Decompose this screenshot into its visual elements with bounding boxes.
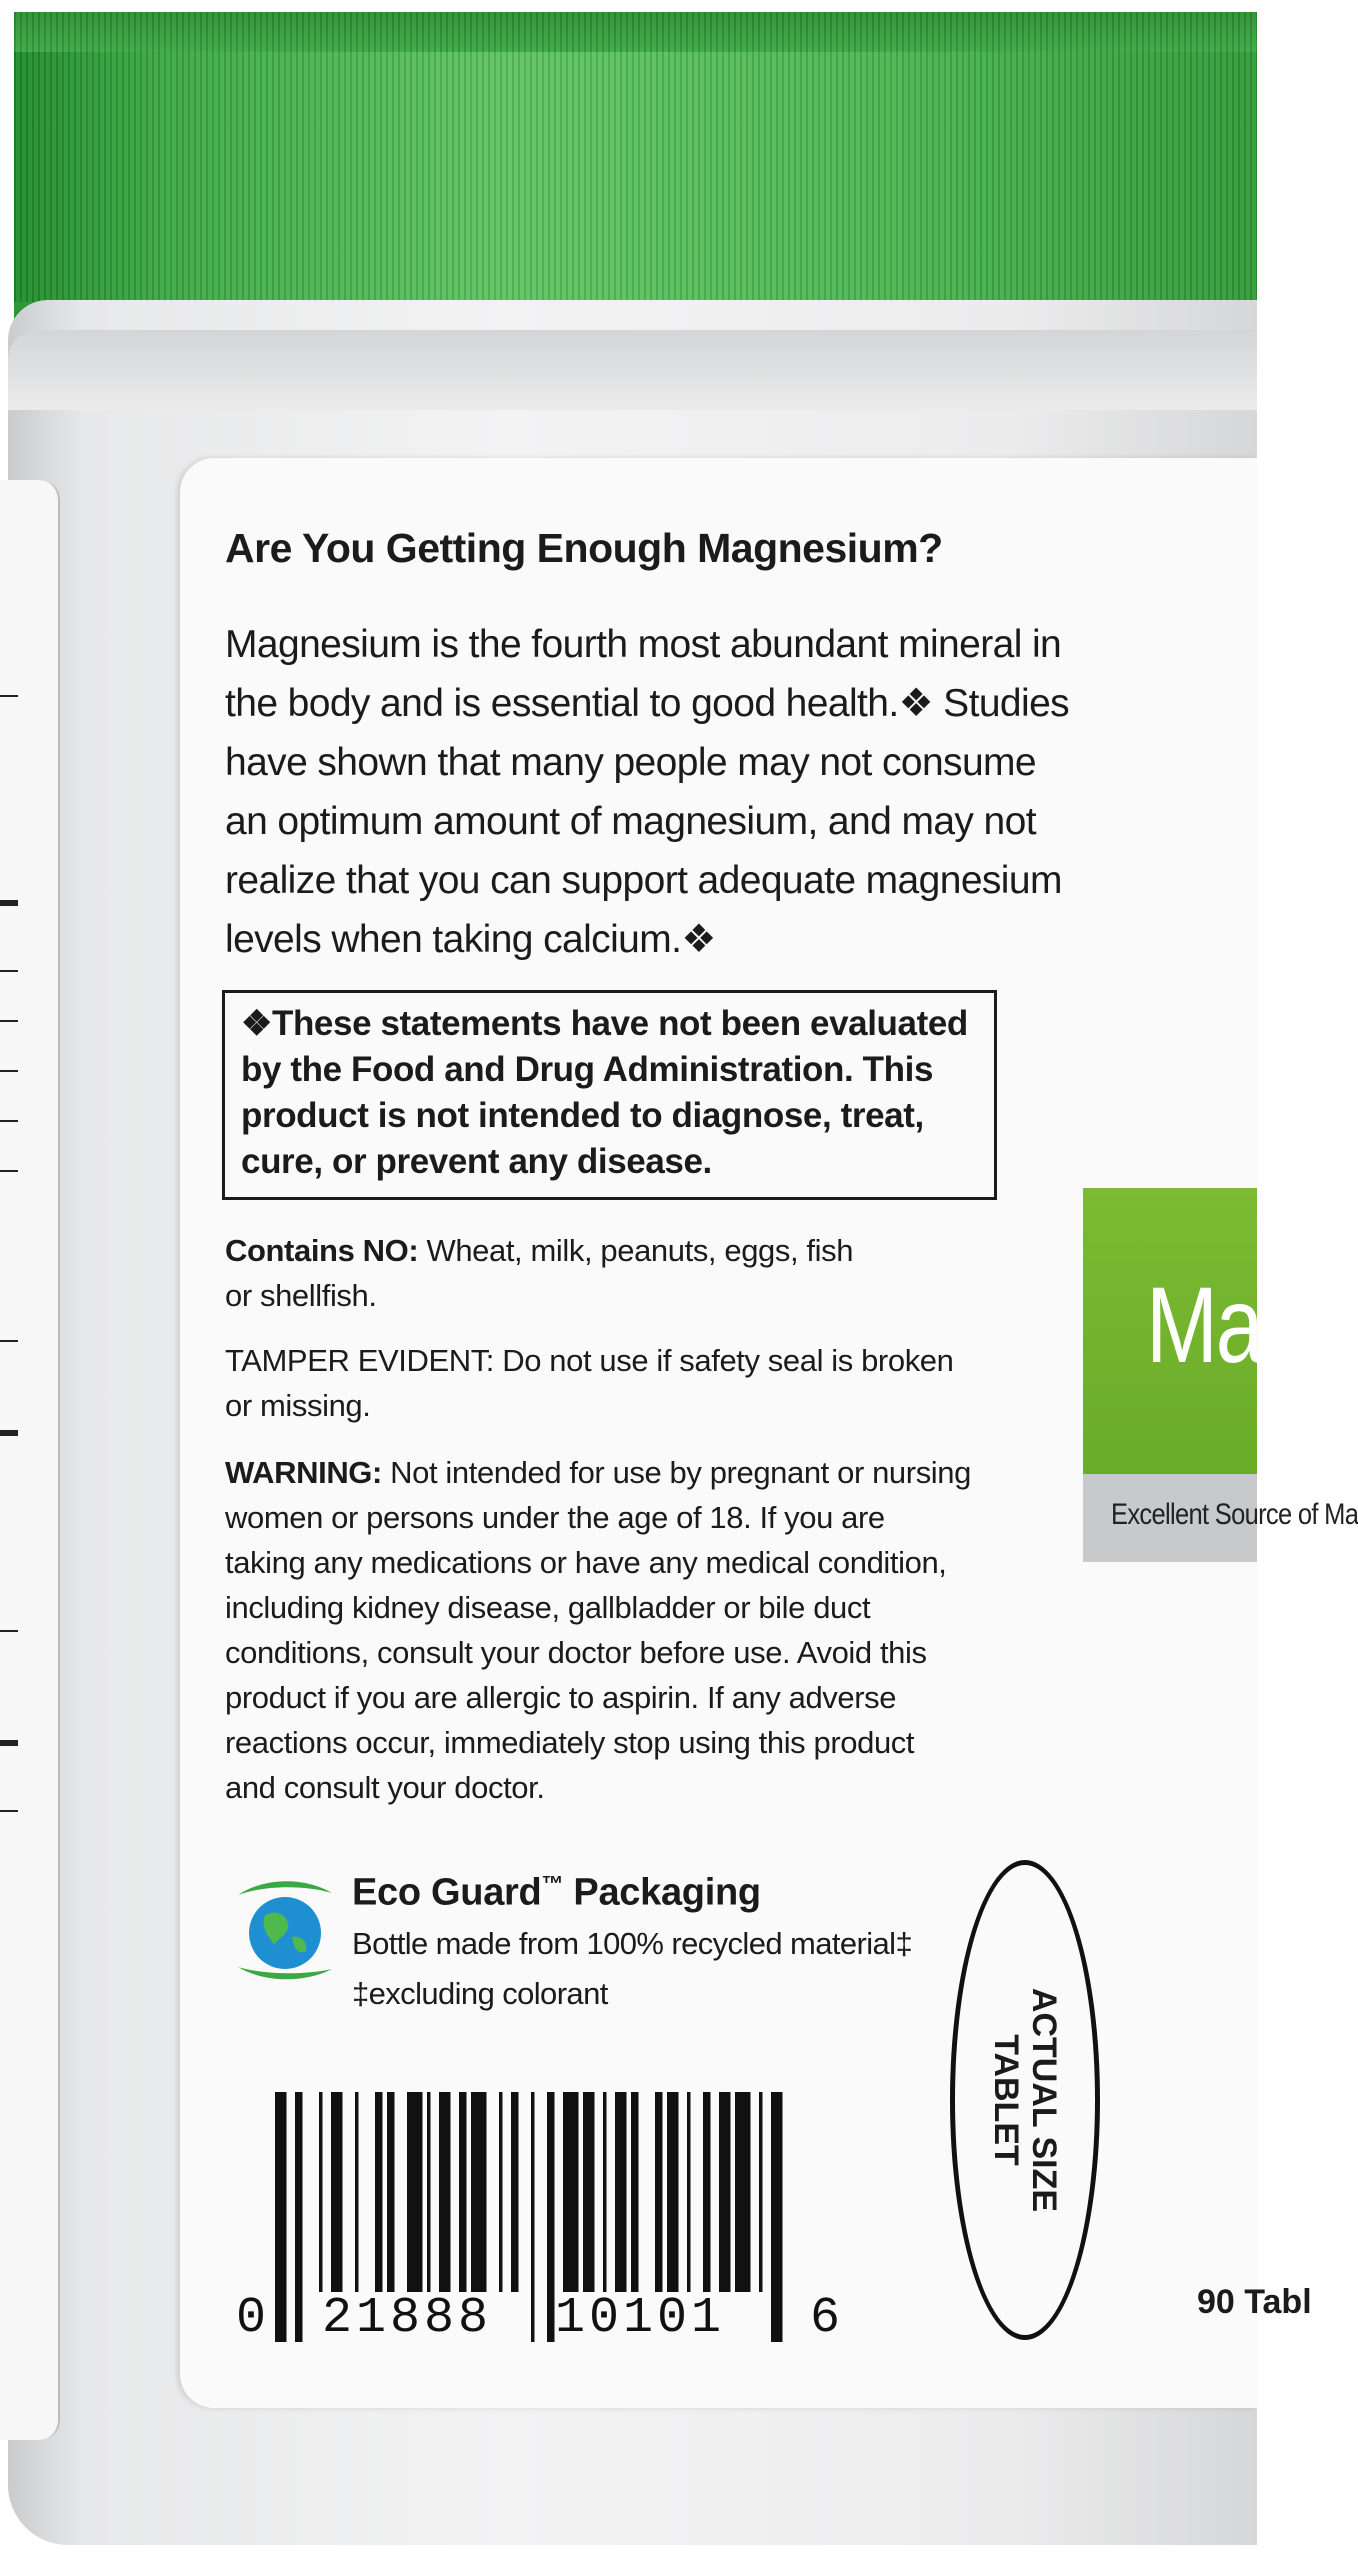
barcode-bar bbox=[295, 2092, 303, 2342]
disclaimer-line: by the Food and Drug Administration. This bbox=[241, 1050, 934, 1089]
allergen-statement bbox=[225, 1228, 1045, 1318]
facts-rule bbox=[0, 695, 18, 697]
disclaimer-line: cure, or prevent any disease. bbox=[241, 1142, 712, 1181]
barcode-bar bbox=[771, 2092, 783, 2342]
headline: Are You Getting Enough Magnesium? bbox=[225, 525, 943, 571]
contains-label: Contains NO: bbox=[225, 1233, 419, 1268]
facts-rule bbox=[0, 1340, 18, 1342]
barcode-bar bbox=[427, 2092, 431, 2292]
warning-line: women or persons under the age of 18. If you are bbox=[225, 1500, 885, 1535]
fda-disclaimer-box bbox=[222, 990, 997, 1200]
body-line: Magnesium is the fourth most abundant mineral in bbox=[225, 623, 1062, 666]
barcode-bar bbox=[563, 2092, 579, 2292]
warning-line: including kidney disease, gallbladder or bile duct bbox=[225, 1590, 871, 1625]
warning-line: product if you are allergic to aspirin. If any adverse bbox=[225, 1680, 897, 1715]
body-line: levels when taking calcium.❖ bbox=[225, 918, 716, 961]
barcode-bar bbox=[439, 2092, 451, 2292]
barcode-digits-group: 10101 bbox=[555, 2290, 726, 2347]
facts-rule bbox=[0, 1810, 18, 1812]
facts-rule bbox=[0, 970, 18, 972]
barcode-bar bbox=[687, 2092, 691, 2292]
actual-size-tablet-label: ACTUAL SIZE TABLET bbox=[987, 1987, 1063, 2213]
barcode-bar bbox=[655, 2092, 663, 2292]
tamper-line: or missing. bbox=[225, 1388, 371, 1423]
facts-rule bbox=[0, 1430, 18, 1436]
eco-guard-globe-icon bbox=[230, 1875, 340, 1985]
barcode-bar bbox=[471, 2092, 487, 2292]
barcode-bar bbox=[511, 2092, 519, 2292]
warning-label: WARNING: bbox=[225, 1455, 382, 1490]
brand-word: Magn bbox=[1146, 1264, 1353, 1385]
warning-line: taking any medications or have any medical condition, bbox=[225, 1545, 947, 1580]
eco-guard-title: Eco Guard™ Packaging bbox=[352, 1871, 761, 1914]
disclaimer-line: ❖These statements have not been evaluated bbox=[241, 1004, 968, 1043]
barcode-bar bbox=[631, 2092, 639, 2292]
magnesium-description bbox=[225, 615, 1085, 969]
facts-rule bbox=[0, 900, 18, 906]
supplement-facts-edge bbox=[0, 480, 60, 2440]
barcode-bar bbox=[319, 2092, 323, 2292]
contains-text-2: or shellfish. bbox=[225, 1278, 377, 1313]
tamper-statement bbox=[225, 1338, 1045, 1428]
tablet-count: 90 Tabl bbox=[1197, 2283, 1312, 2321]
warning-line: conditions, consult your doctor before use. Avoid this bbox=[225, 1635, 927, 1670]
warning-line: reactions occur, immediately stop using this product bbox=[225, 1725, 915, 1760]
body-line: the body and is essential to good health.❖ Studies bbox=[225, 682, 1070, 725]
barcode-bar bbox=[275, 2092, 287, 2342]
barcode-bar bbox=[603, 2092, 607, 2292]
barcode-digit-right: 6 bbox=[810, 2290, 841, 2347]
facts-rule bbox=[0, 1630, 18, 1632]
barcode-digit-left: 0 bbox=[236, 2290, 267, 2347]
front-label-subline-strip bbox=[1083, 1474, 1358, 1562]
barcode-bar bbox=[583, 2092, 595, 2292]
barcode-bar bbox=[759, 2092, 763, 2292]
barcode-bar bbox=[719, 2092, 731, 2292]
facts-rule bbox=[0, 1740, 18, 1746]
barcode-bar bbox=[355, 2092, 359, 2292]
barcode-bar bbox=[407, 2092, 423, 2292]
barcode-bar bbox=[531, 2092, 535, 2342]
barcode-bar bbox=[667, 2092, 679, 2292]
warning-line: and consult your doctor. bbox=[225, 1770, 545, 1805]
body-line: realize that you can support adequate magnesium bbox=[225, 859, 1062, 902]
eco-guard-line: ‡excluding colorant bbox=[352, 1976, 608, 2011]
barcode-bar bbox=[387, 2092, 395, 2292]
barcode-bar bbox=[735, 2092, 751, 2292]
barcode-bar bbox=[615, 2092, 627, 2292]
facts-rule bbox=[0, 1070, 18, 1072]
contains-text: Wheat, milk, peanuts, eggs, fish bbox=[418, 1233, 854, 1268]
barcode-bar bbox=[375, 2092, 383, 2292]
facts-rule bbox=[0, 1170, 18, 1172]
barcode-bar bbox=[331, 2092, 343, 2292]
body-line: an optimum amount of magnesium, and may not bbox=[225, 800, 1036, 843]
facts-rule bbox=[0, 1120, 18, 1122]
facts-rule bbox=[0, 1020, 18, 1022]
cap-ribs bbox=[14, 12, 1257, 302]
front-label-subline: Excellent Source of Ma bbox=[1111, 1498, 1358, 1531]
body-line: have shown that many people may not consume bbox=[225, 741, 1037, 784]
disclaimer-line: product is not intended to diagnose, treat, bbox=[241, 1096, 924, 1135]
warning-text: Not intended for use by pregnant or nursing bbox=[381, 1455, 971, 1490]
eco-guard-line: Bottle made from 100% recycled material‡ bbox=[352, 1926, 913, 1961]
barcode-bar bbox=[547, 2092, 555, 2342]
tamper-line: TAMPER EVIDENT: Do not use if safety seal is broken bbox=[225, 1343, 954, 1378]
barcode-digits-group: 21888 bbox=[322, 2290, 493, 2347]
barcode-bar bbox=[703, 2092, 711, 2292]
warning-statement bbox=[225, 1450, 1045, 1810]
barcode-bar bbox=[459, 2092, 467, 2292]
bottle-shoulder bbox=[8, 330, 1257, 410]
barcode-bar bbox=[499, 2092, 503, 2292]
